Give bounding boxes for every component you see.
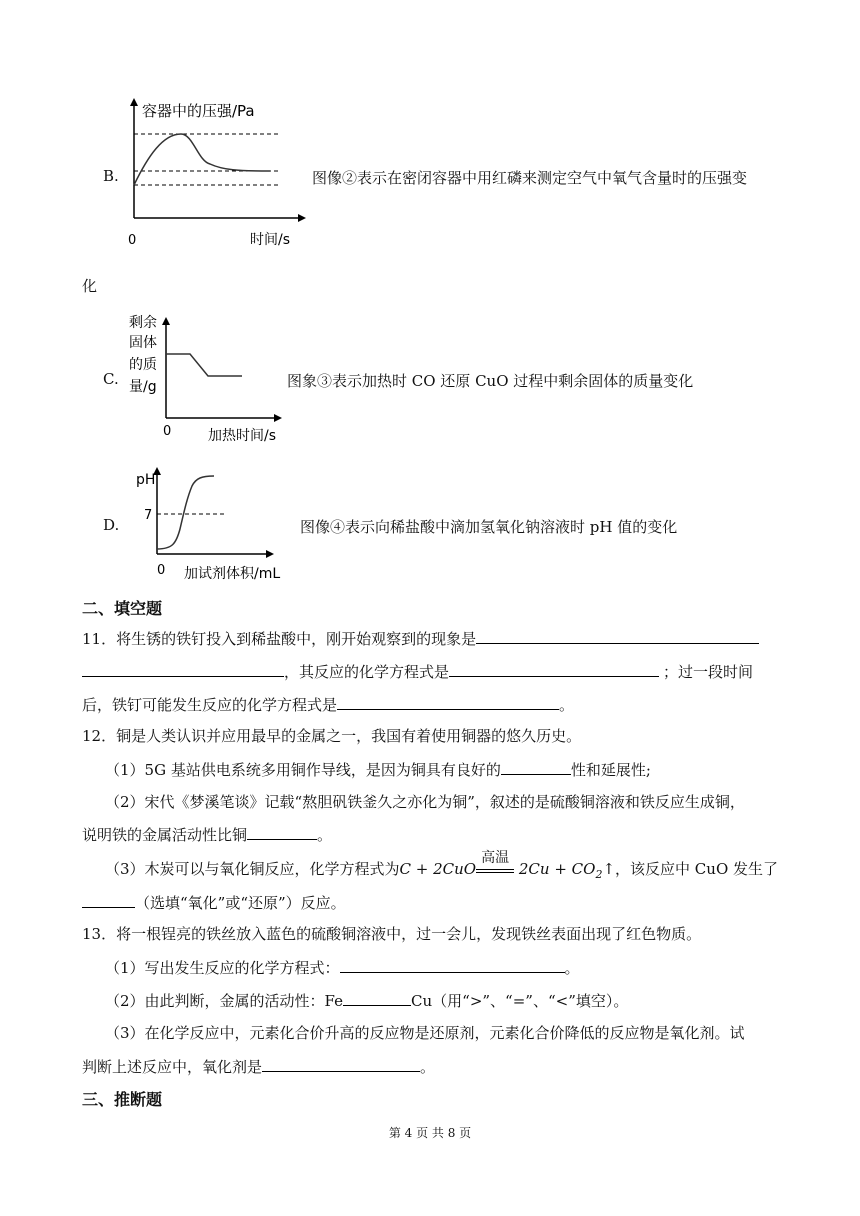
q12-part3-line1 [105,850,779,881]
q11-blank-3[interactable] [337,693,559,710]
q11-blank-1[interactable] [476,627,759,644]
pressure-curve [134,134,270,185]
y-label: pH [136,472,156,488]
q13-stem: 13．将一根锃亮的铁丝放入蓝色的硫酸铜溶液中，过一会儿，发现铁丝表面出现了红色物质。 [82,925,702,943]
graph-ph [130,464,300,584]
q13-p1-end: 。 [564,959,580,977]
q11-blank-1-cont[interactable] [82,660,284,677]
mass-curve [166,354,242,376]
q12-p1-end: 性和延展性; [570,761,651,779]
q11-text-5: 。 [559,696,575,714]
option-b-letter: B. [103,167,119,185]
eq-gas-arrow: ↑ [602,860,616,878]
eq-reactants: C + 2CuO [399,860,477,878]
y-axis-arrow [130,98,138,106]
origin-label: 0 [163,424,172,439]
q11-line3 [82,693,574,715]
q12-p3-end: ，该反应中 CuO 发生了 [615,860,779,878]
option-b-text-cont: 化 [82,277,98,295]
q12-blank-2[interactable] [247,823,317,840]
graph-solid-mass [126,310,286,445]
y-label-4: 量/g [129,379,157,395]
q12-blank-1[interactable] [501,758,571,775]
q12-p1-text: （1）5G 基站供电系统多用铜作导线，是因为铜具有良好的 [105,761,501,779]
graph-pressure [118,96,308,252]
q12-p2-text: 说明铁的金属活动性比铜 [82,826,248,844]
section-title-inference: 三、推断题 [82,1090,163,1109]
option-d-letter: D. [103,516,120,534]
q11-text-3: ；过一段时间 [663,663,754,681]
q12-part2-line2 [82,823,332,845]
q12-stem: 12．铜是人类认识并应用最早的金属之一，我国有着使用铜器的悠久历史。 [82,727,582,745]
q12-p3-line2-text: （选填“氧化”或“还原”）反应。 [135,894,346,912]
x-label: 时间/s [250,232,291,248]
eq-arrow [476,850,514,879]
x-axis-arrow [298,214,306,222]
q12-blank-3[interactable] [82,891,135,908]
origin-label: 0 [157,563,166,578]
q13-blank-3[interactable] [262,1055,420,1072]
ph-curve [157,476,214,549]
q13-blank-1[interactable] [340,956,565,973]
q11-blank-2[interactable] [449,660,659,677]
q12-p3-text: （3）木炭可以与氧化铜反应，化学方程式为 [105,860,400,878]
x-axis-arrow [274,414,282,422]
q11-line1 [82,627,759,649]
x-label: 加热时间/s [208,428,277,444]
q11-line2 [82,660,753,682]
q13-p1-text: （1）写出发生反应的化学方程式： [105,959,340,977]
q12-part2-line1: （2）宋代《梦溪笔谈》记载“熬胆矾铁釜久之亦化为铜”，叙述的是硫酸铜溶液和铁反应生成铜， [105,793,745,811]
y-axis-arrow [162,317,170,325]
q12-part1 [105,758,651,780]
y-tick-7: 7 [144,508,153,523]
q13-blank-2[interactable] [343,989,411,1006]
q11-text-1: 11．将生锈的铁钉投入到稀盐酸中，刚开始观察到的现象是 [82,630,477,648]
x-axis-arrow [266,550,274,558]
q13-p3-end: 。 [420,1058,436,1076]
eq-condition: 高温 [481,850,510,866]
y-label-3: 的质 [129,357,157,373]
q13-p2-end: Cu（用“>”、“=”、“<”填空）。 [411,992,629,1010]
option-b-text: 图像②表示在密闭容器中用红磷来测定空气中氧气含量时的压强变 [312,169,748,187]
option-d-text: 图像④表示向稀盐酸中滴加氢氧化钠溶液时 pH 值的变化 [300,518,678,536]
y-label-1: 剩余 [129,315,157,331]
section-title-fill-blank: 二、填空题 [82,599,163,618]
q11-text-4: 后，铁钉可能发生反应的化学方程式是 [82,696,338,714]
q13-part3-line1: （3）在化学反应中，元素化合价升高的反应物是还原剂，元素化合价降低的反应物是氧化剂。试 [105,1024,745,1042]
q13-part3-line2 [82,1055,435,1077]
q13-part2 [105,989,628,1011]
page-footer: 第 4 页 共 8 页 [388,1126,472,1140]
q13-p2-text: （2）由此判断，金属的活动性：Fe [105,992,344,1010]
q12-part3-line2 [82,891,346,913]
option-c-letter: C. [103,370,119,388]
x-label: 加试剂体积/mL [184,566,281,582]
y-label-2: 固体 [129,335,157,351]
origin-label: 0 [128,233,137,248]
q13-p3-text: 判断上述反应中，氧化剂是 [82,1058,263,1076]
option-c-text: 图象③表示加热时 CO 还原 CuO 过程中剩余固体的质量变化 [287,372,694,390]
q11-text-2: ，其反应的化学方程式是 [284,663,450,681]
q12-p2-end: 。 [317,826,333,844]
y-label: 容器中的压强/Pa [142,102,255,120]
q13-part1 [105,956,580,978]
eq-products: 2Cu + CO [518,860,596,878]
eq-subscript: 2 [595,868,603,881]
